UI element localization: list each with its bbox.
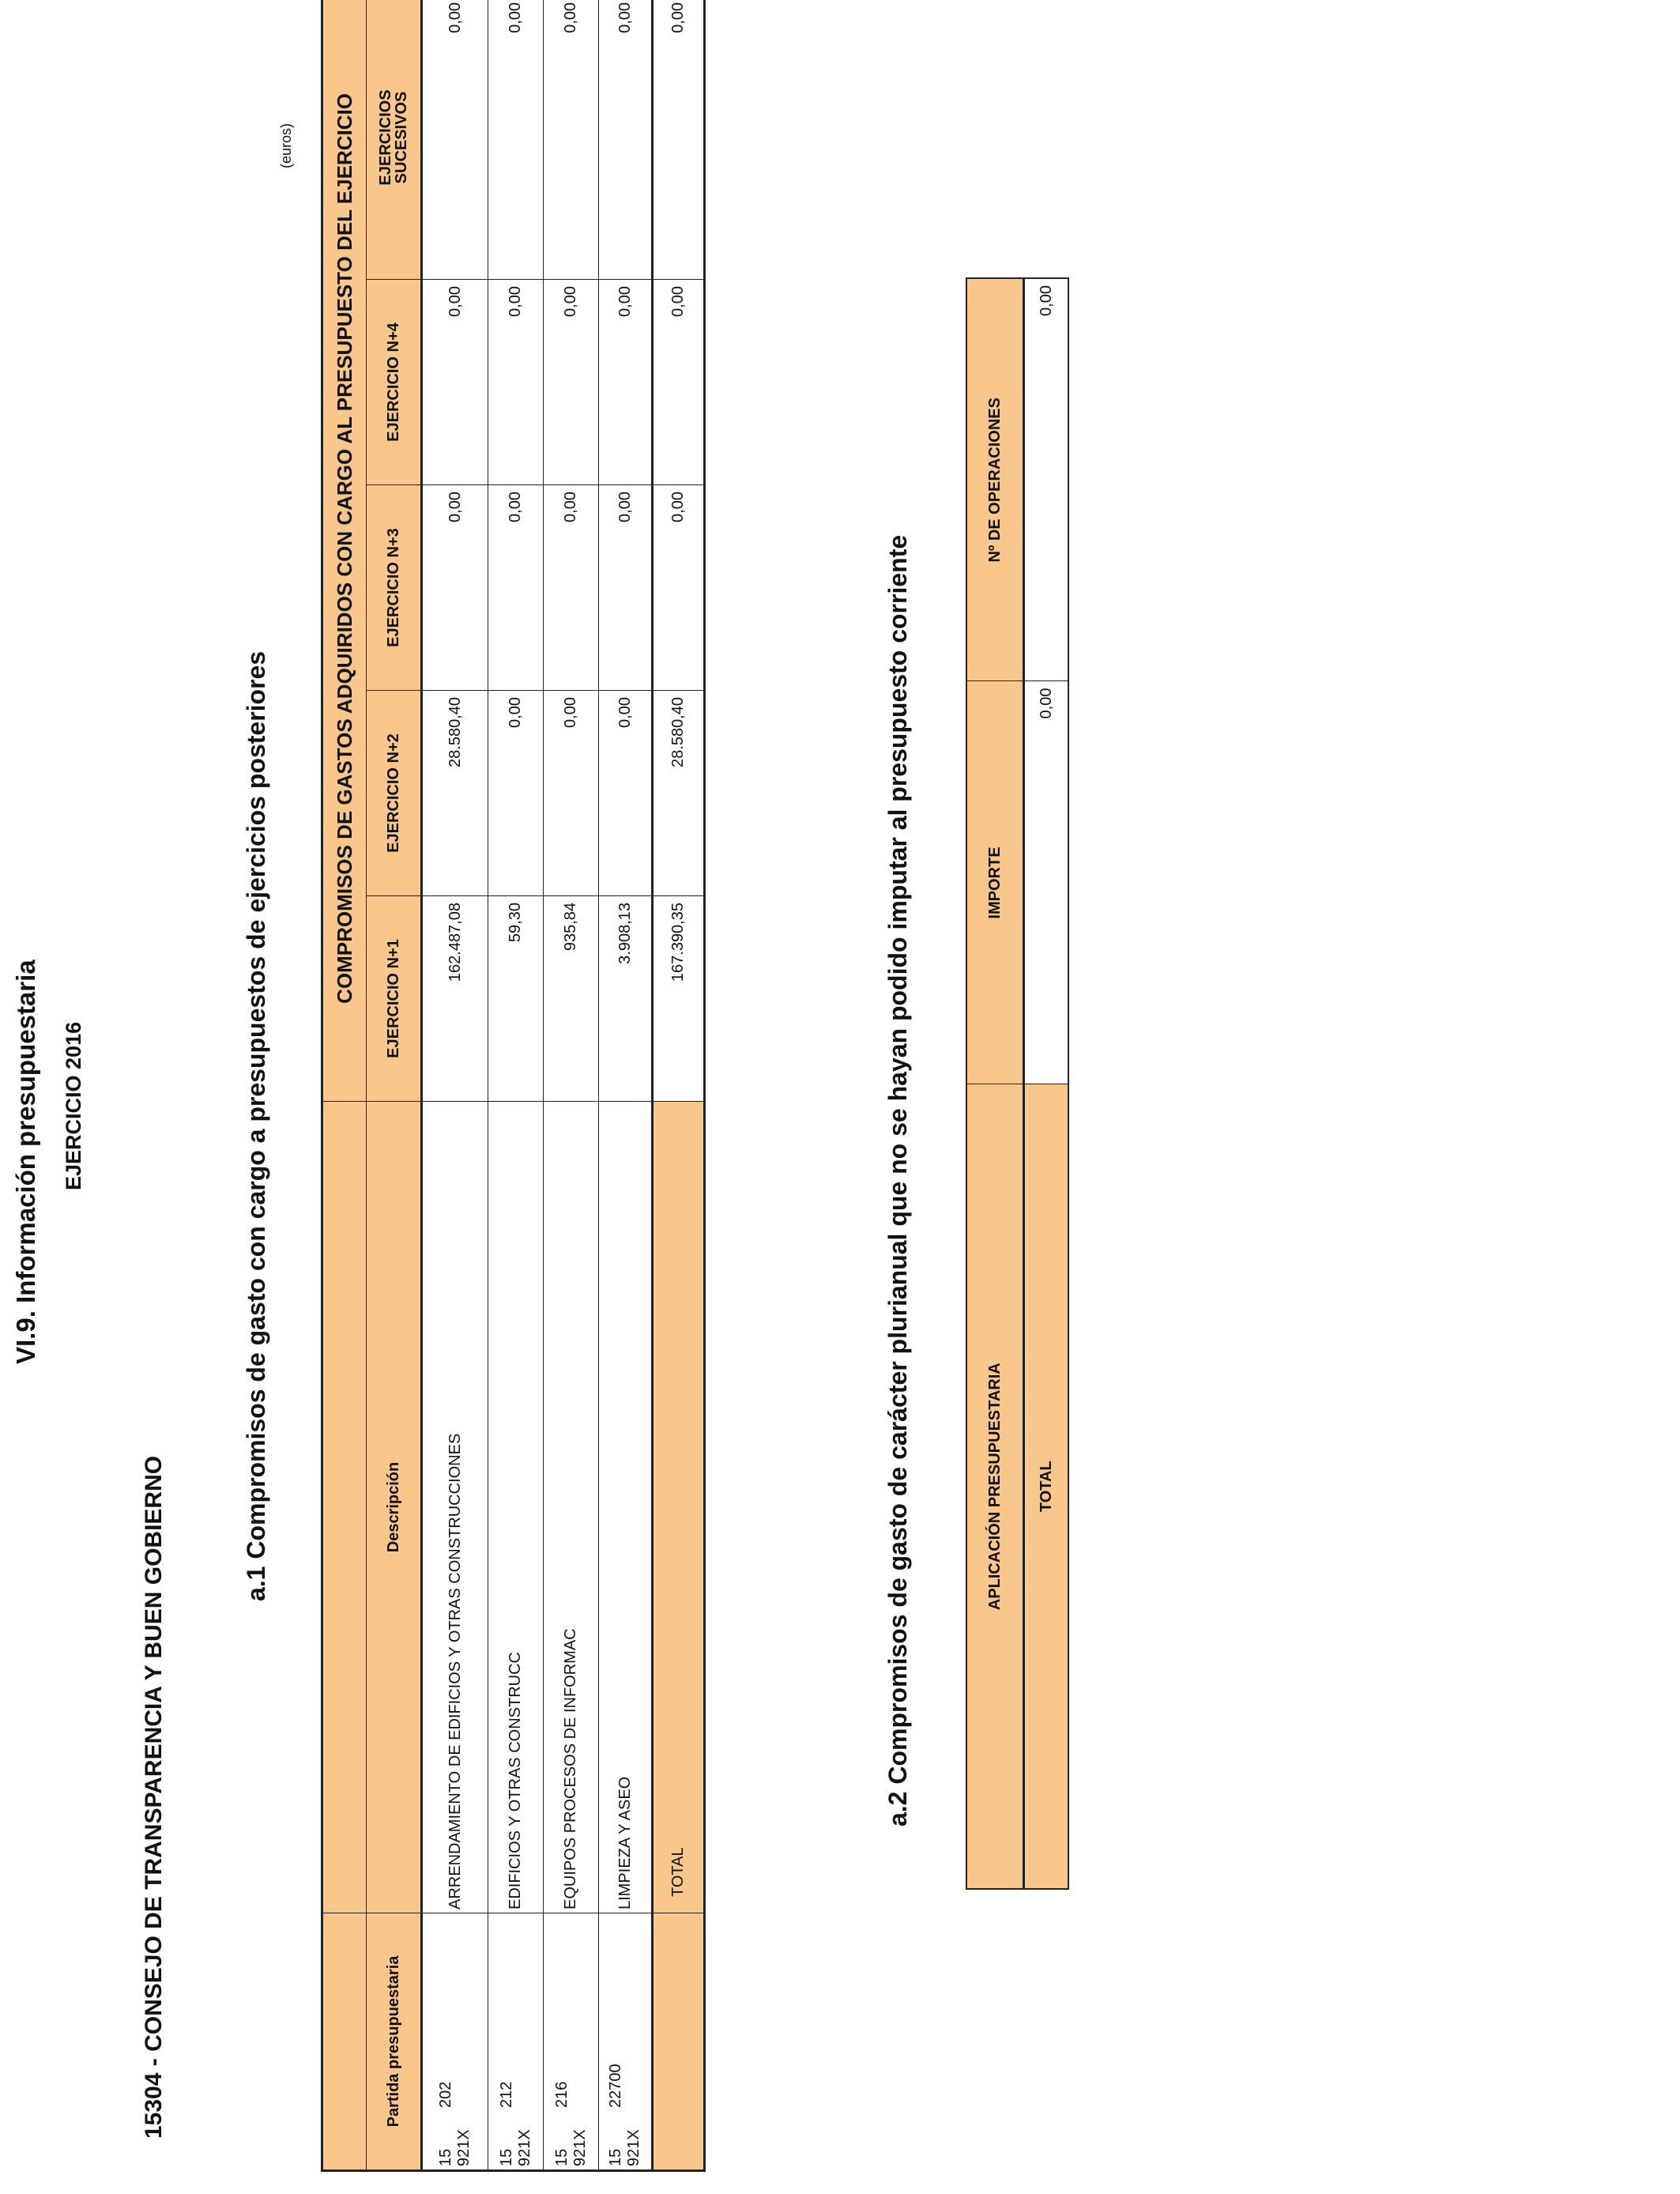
total-n1: 167.390,35 [653, 896, 705, 1102]
value-sucesivos: 0,00 [599, 0, 653, 280]
col-n1-header: EJERCICIO N+1 [367, 896, 422, 1102]
partida-cell [599, 1913, 653, 2171]
value-n2: 28.580,40 [422, 691, 488, 896]
col-sucesivos-line2: SUCESIVOS [393, 91, 410, 184]
group-header: COMPROMISOS DE GASTOS ADQUIRIDOS CON CARGO AL PRESUPUESTO DEL EJERCICIO [322, 0, 367, 1102]
header-blank-desc [322, 1102, 367, 1913]
value-n1: 3.908,13 [599, 896, 653, 1102]
table-row [544, 0, 599, 2171]
partida-cell [488, 1913, 544, 2171]
table-row [422, 0, 488, 2171]
total-row [1024, 278, 1069, 1889]
section-a1-title: a.1 Compromisos de gasto con cargo a presupuestos de ejercicios posteriores [242, 650, 270, 1601]
total-row [653, 0, 705, 2171]
value-n2: 0,00 [488, 691, 544, 896]
col-partida-header: Partida presupuestaria [367, 1913, 422, 2171]
value-n4: 0,00 [544, 280, 599, 485]
total-label: TOTAL [1024, 1084, 1069, 1889]
description-cell: EQUIPOS PROCESOS DE INFORMAC [544, 1102, 599, 1913]
partida-program: 15 921X [497, 2129, 533, 2166]
value-n2: 0,00 [599, 691, 653, 896]
value-n1: 935,84 [544, 896, 599, 1102]
value-n3: 0,00 [599, 485, 653, 691]
total-label: TOTAL [653, 1102, 705, 1913]
description-cell: ARRENDAMIENTO DE EDIFICIOS Y OTRAS CONSTRUCCIONES [422, 1102, 488, 1913]
total-operaciones: 0,00 [1024, 278, 1069, 681]
table-row [488, 0, 544, 2171]
total-sucesivos: 0,00 [653, 0, 705, 280]
col-operaciones-header: Nº DE OPERACIONES [966, 278, 1024, 681]
value-n4: 0,00 [599, 280, 653, 485]
value-n1: 162.487,08 [422, 896, 488, 1102]
page-title: VI.9. Información presupuestaria [11, 959, 40, 1364]
total-importe: 0,00 [1024, 681, 1069, 1084]
partida-program: 15 921X [437, 2129, 473, 2166]
value-sucesivos: 0,00 [488, 0, 544, 280]
value-n3: 0,00 [488, 485, 544, 691]
organism-title: 15304 - CONSEJO DE TRANSPARENCIA Y BUEN GOBIERNO [141, 1455, 167, 2139]
col-n4-header: EJERCICIO N+4 [367, 280, 422, 485]
col-importe-header: IMPORTE [966, 681, 1024, 1084]
unit-label: (euros) [278, 123, 294, 168]
partida-concept: 202 [437, 2081, 454, 2108]
col-descripcion-header: Descripción [367, 1102, 422, 1913]
col-n3-header: EJERCICIO N+3 [367, 485, 422, 691]
value-sucesivos: 0,00 [422, 0, 488, 280]
value-n2: 0,00 [544, 691, 599, 896]
plurianual-table [966, 277, 1069, 1890]
partida-concept: 216 [552, 2081, 571, 2108]
total-n2: 28.580,40 [653, 691, 705, 896]
col-sucesivos-line1: EJERCICIOS [377, 89, 394, 186]
table-row [599, 0, 653, 2171]
value-n3: 0,00 [544, 485, 599, 691]
partida-program: 15 921X [607, 2129, 642, 2166]
header-blank-left [322, 1913, 367, 2171]
partida-program: 15 921X [552, 2129, 589, 2166]
col-aplicacion-header: APLICACIÓN PRESUPUESTARIA [966, 1084, 1024, 1889]
col-n2-header: EJERCICIO N+2 [367, 691, 422, 896]
partida-cell [544, 1913, 599, 2171]
commitments-table [321, 0, 706, 2172]
total-blank [653, 1913, 705, 2171]
value-n3: 0,00 [422, 485, 488, 691]
partida-cell [422, 1913, 488, 2171]
total-n3: 0,00 [653, 485, 705, 691]
value-sucesivos: 0,00 [544, 0, 599, 280]
page-year: EJERCICIO 2016 [62, 1021, 85, 1190]
description-cell: LIMPIEZA Y ASEO [599, 1102, 653, 1913]
description-cell: EDIFICIOS Y OTRAS CONSTRUCC [488, 1102, 544, 1913]
partida-concept: 212 [497, 2081, 515, 2108]
section-a2-title: a.2 Compromisos de gasto de carácter plurianual que no se hayan podido imputar al presupuesto corriente [883, 534, 912, 1826]
value-n4: 0,00 [488, 280, 544, 485]
total-n4: 0,00 [653, 280, 705, 485]
value-n1: 59,30 [488, 896, 544, 1102]
col-sucesivos-header [367, 0, 422, 280]
value-n4: 0,00 [422, 280, 488, 485]
partida-concept: 22700 [607, 2064, 624, 2108]
